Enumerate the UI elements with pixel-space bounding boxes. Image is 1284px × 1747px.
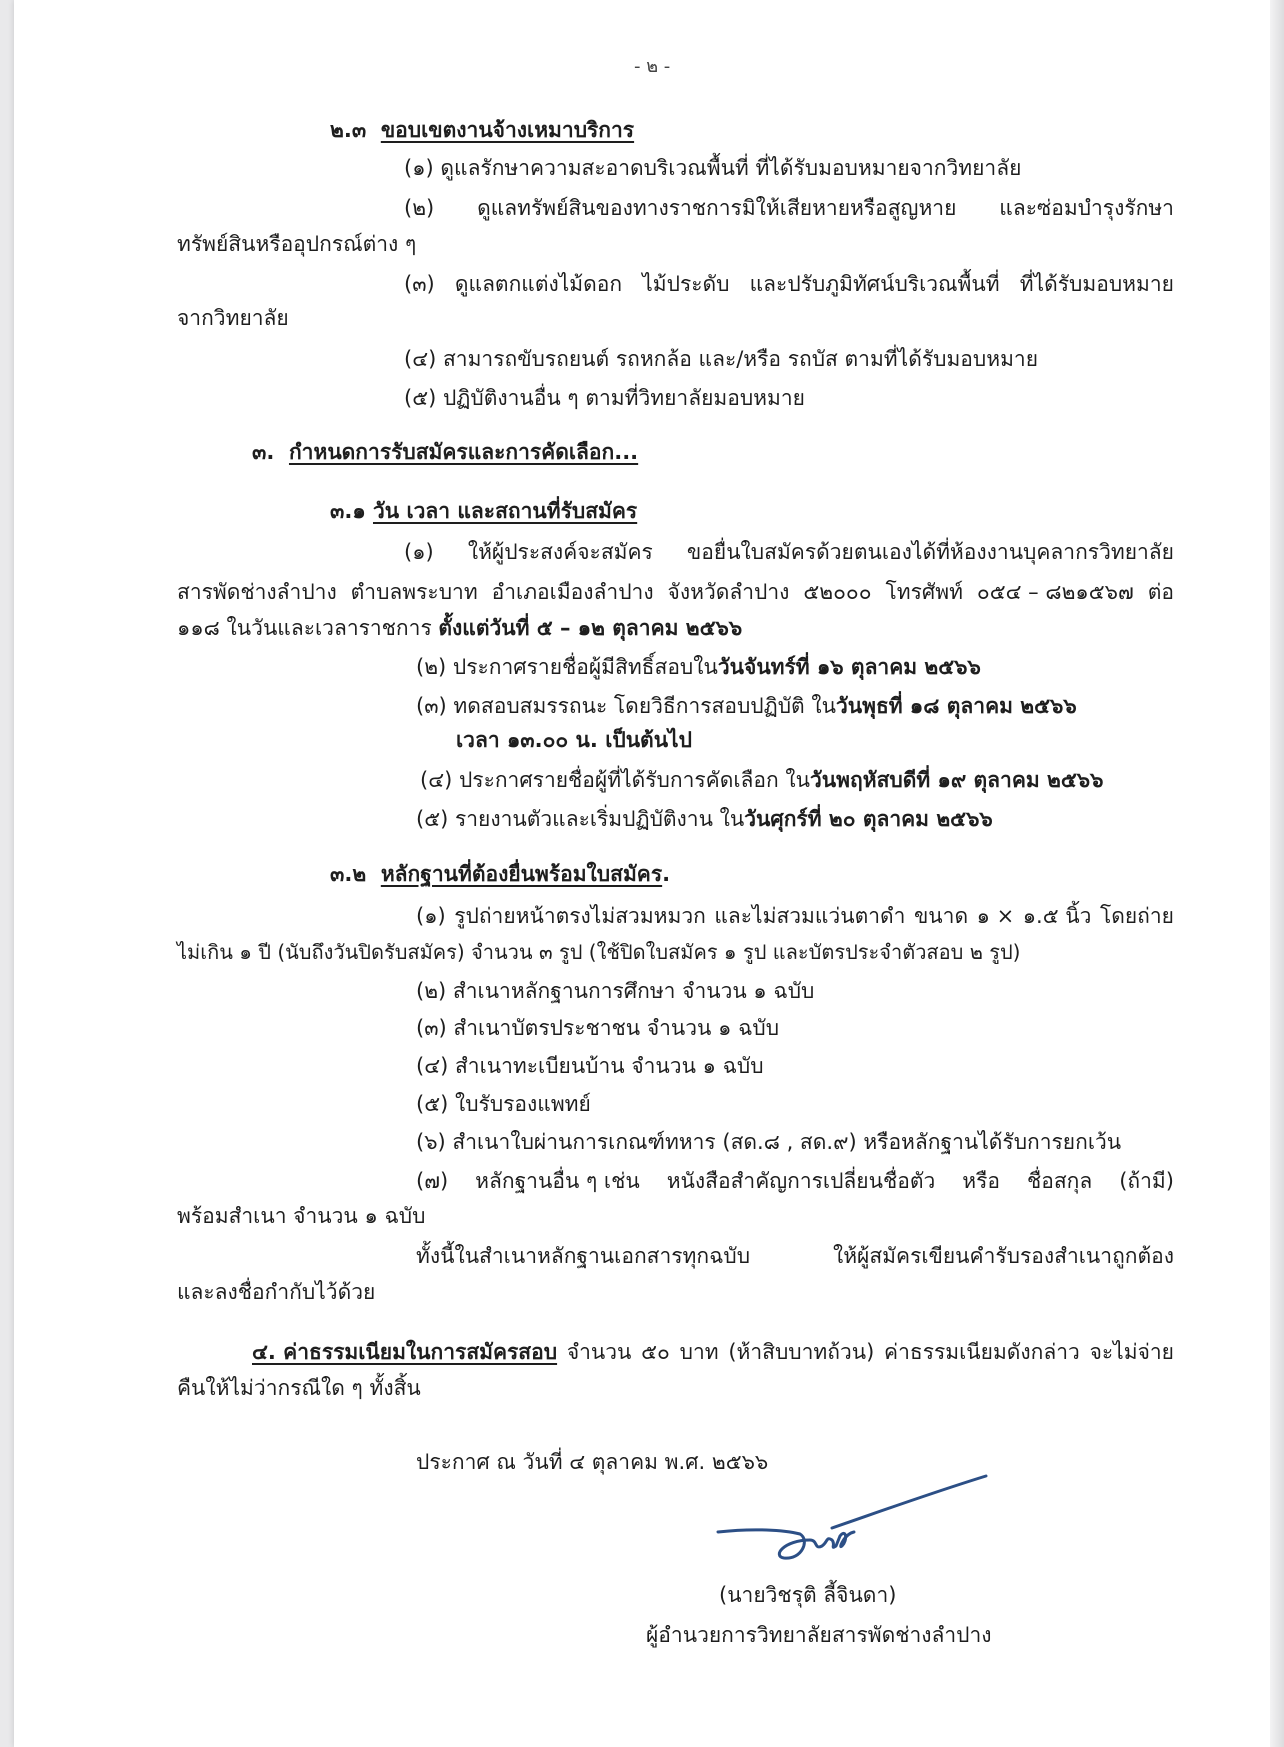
list-item-continuation: พร้อมสำเนา จำนวน ๑ ฉบับ xyxy=(177,1204,426,1228)
section-2-3-heading xyxy=(330,115,634,145)
section-title: วัน เวลา และสถานที่รับสมัคร xyxy=(372,499,638,523)
item-number: (๒) xyxy=(404,196,435,220)
item-text: ไม้ประดับ xyxy=(642,272,730,296)
item-text: ๐๕๔ – ๘๒๑๕๖๗ xyxy=(976,580,1134,604)
item-text: ให้ผู้ประสงค์จะสมัคร xyxy=(467,540,653,564)
item-text: หนังสือสำคัญการเปลี่ยนชื่อตัว xyxy=(666,1169,936,1193)
list-item xyxy=(420,765,1103,795)
section-3-heading xyxy=(252,437,638,467)
signer-title: ผู้อำนวยการวิทยาลัยสารพัดช่างลำปาง xyxy=(646,1623,992,1647)
item-text: ดูแลทรัพย์สินของทางราชการมิให้เสียหายหรือสูญหาย xyxy=(477,196,957,220)
section-3-1-heading xyxy=(330,496,637,526)
item-text: รูปถ่ายหน้าตรงไม่สวมหมวก xyxy=(454,904,706,928)
item-text: และปรับภูมิทัศน์บริเวณพื้นที่ xyxy=(749,272,1000,296)
item-text: ๕๒๐๐๐ xyxy=(803,580,872,604)
item-number: (๑) xyxy=(416,904,446,928)
note-paragraph xyxy=(416,1241,1174,1271)
list-item xyxy=(404,193,1174,223)
document-page xyxy=(14,0,1270,1747)
note-text: ทั้งนี้ในสำเนาหลักฐานเอกสารทุกฉบับ xyxy=(416,1244,751,1268)
list-item-continuation xyxy=(177,577,1174,607)
item-text: ๑ × xyxy=(976,904,1015,928)
section-number: ๓. xyxy=(252,440,275,464)
signature-image xyxy=(714,1470,994,1570)
item-text: อำเภอเมืองลำปาง xyxy=(491,580,654,604)
item-number: (๗) xyxy=(416,1169,449,1193)
date-range: ตั้งแต่วันที่ ๕ – ๑๒ ตุลาคม ๒๕๖๖ xyxy=(438,616,743,640)
item-text: ชื่อสกุล xyxy=(1026,1169,1093,1193)
item-text: หรือ xyxy=(962,1169,1000,1193)
paragraph-text: ค่าธรรมเนียมดังกล่าว xyxy=(884,1340,1080,1364)
list-item-continuation: จากวิทยาลัย xyxy=(177,306,289,330)
item-text: โทรศัพท์ xyxy=(885,580,963,604)
list-item-continuation: เวลา ๑๓.๐๐ น. เป็นต้นไป xyxy=(456,728,692,752)
list-item xyxy=(416,652,981,682)
section-4-paragraph xyxy=(252,1337,1174,1367)
list-item: (๖) สำเนาใบผ่านการเกณฑ์ทหาร (สด.๘ , สด.๙) หรือหลักฐานได้รับการยกเว้น xyxy=(416,1130,1122,1154)
page-number: - ๒ - xyxy=(634,56,671,77)
item-text: ตำบลพระบาท xyxy=(350,580,478,604)
section-number: ๒.๓ xyxy=(330,118,367,142)
paragraph-text: จะไม่จ่าย xyxy=(1089,1340,1174,1364)
note-text: ให้ผู้สมัครเขียนคำรับรองสำเนาถูกต้อง xyxy=(832,1244,1174,1268)
list-item-continuation xyxy=(177,613,742,643)
date: วันพุธที่ ๑๘ ตุลาคม ๒๕๖๖ xyxy=(835,694,1077,718)
item-text: และไม่สวมแว่นตาดำ xyxy=(714,904,906,928)
date: วันศุกร์ที่ ๒๐ ตุลาคม ๒๕๖๖ xyxy=(744,807,993,831)
signer-name: (นายวิชรุติ ลี้จินดา) xyxy=(719,1583,897,1607)
list-item: (๔) สำเนาทะเบียนบ้าน จำนวน ๑ ฉบับ xyxy=(416,1054,764,1078)
list-item: (๒) สำเนาหลักฐานการศึกษา จำนวน ๑ ฉบับ xyxy=(416,979,815,1003)
list-item xyxy=(416,1166,1174,1196)
list-item: (๕) ใบรับรองแพทย์ xyxy=(416,1092,591,1116)
list-item xyxy=(416,804,993,834)
item-text: ๑.๕ นิ้ว xyxy=(1022,904,1092,928)
note-continuation: และลงชื่อกำกับไว้ด้วย xyxy=(177,1280,376,1304)
item-text: (๓) ทดสอบสมรรถนะ โดยวิธีการสอบปฏิบัติ ใน xyxy=(416,694,836,718)
item-text: ดูแลตกแต่งไม้ดอก xyxy=(454,272,623,296)
item-number: (๑) xyxy=(404,540,434,564)
list-item: (๔) สามารถขับรถยนต์ รถหกล้อ และ/หรือ รถบัส ตามที่ได้รับมอบหมาย xyxy=(404,347,1039,371)
paragraph-text: (ห้าสิบบาทถ้วน) xyxy=(728,1340,875,1364)
section-title: ขอบเขตงานจ้างเหมาบริการ xyxy=(380,118,635,142)
item-text: (๔) ประกาศรายชื่อผู้ที่ได้รับการคัดเลือก ใน xyxy=(420,768,811,792)
item-text: (ถ้ามี) xyxy=(1119,1169,1174,1193)
item-text: (๕) รายงานตัวและเริ่มปฏิบัติงาน ใน xyxy=(416,807,745,831)
section-number: ๓.๒ xyxy=(330,862,367,886)
list-item: (๓) สำเนาบัตรประชาชน จำนวน ๑ ฉบับ xyxy=(416,1016,780,1040)
item-text: ๑๑๘ ในวันและเวลาราชการ xyxy=(177,616,432,640)
list-item xyxy=(404,537,1174,567)
list-item: (๑) ดูแลรักษาความสะอาดบริเวณพื้นที่ ที่ได้รับมอบหมายจากวิทยาลัย xyxy=(404,156,1022,180)
list-item: (๕) ปฏิบัติงานอื่น ๆ ตามที่วิทยาลัยมอบหมาย xyxy=(404,386,805,410)
date: วันพฤหัสบดีที่ ๑๙ ตุลาคม ๒๕๖๖ xyxy=(810,768,1104,792)
section-4-continuation: คืนให้ไม่ว่ากรณีใด ๆ ทั้งสิ้น xyxy=(177,1376,421,1400)
list-item xyxy=(416,691,1077,721)
item-text: จังหวัดลำปาง xyxy=(667,580,790,604)
item-text: ขนาด xyxy=(913,904,969,928)
section-3-2-heading xyxy=(330,859,670,889)
item-text: ต่อ xyxy=(1147,580,1174,604)
item-text: ที่ได้รับมอบหมาย xyxy=(1019,272,1174,296)
item-text: หลักฐานอื่น ๆ เช่น xyxy=(475,1169,640,1193)
announcement-date: ประกาศ ณ วันที่ ๔ ตุลาคม พ.ศ. ๒๕๖๖ xyxy=(416,1450,769,1474)
list-item-continuation: ไม่เกิน ๑ ปี (นับถึงวันปิดรับสมัคร) จำนวน ๓ รูป (ใช้ปิดใบสมัคร ๑ รูป และบัตรประจำตัวสอบ ๒ รูป) xyxy=(177,940,1021,964)
punctuation: . xyxy=(662,862,671,886)
item-text: ขอยื่นใบสมัครด้วยตนเองได้ที่ห้องงานบุคลากรวิทยาลัย xyxy=(686,540,1174,564)
paragraph-text: จำนวน xyxy=(566,1340,632,1364)
item-text: โดยถ่าย xyxy=(1099,904,1174,928)
item-number: (๓) xyxy=(404,272,435,296)
section-title: กำหนดการรับสมัครและการคัดเลือก... xyxy=(288,440,639,464)
list-item-continuation: ทรัพย์สินหรืออุปกรณ์ต่าง ๆ xyxy=(177,232,417,256)
section-title: หลักฐานที่ต้องยื่นพร้อมใบสมัคร xyxy=(380,862,663,886)
date: วันจันทร์ที่ ๑๖ ตุลาคม ๒๕๖๖ xyxy=(717,655,981,679)
section-4-heading: ๔. ค่าธรรมเนียมในการสมัครสอบ xyxy=(252,1340,558,1364)
list-item xyxy=(416,901,1174,931)
page-edge xyxy=(1270,0,1284,1747)
paragraph-text: บาท xyxy=(679,1340,719,1364)
paragraph-text: ๕๐ xyxy=(641,1340,670,1364)
item-text: และซ่อมบำรุงรักษา xyxy=(999,196,1174,220)
item-text: (๒) ประกาศรายชื่อผู้มีสิทธิ์สอบใน xyxy=(416,655,718,679)
item-text: สารพัดช่างลำปาง xyxy=(177,580,337,604)
list-item xyxy=(404,269,1174,299)
section-number: ๓.๑ xyxy=(330,499,366,523)
